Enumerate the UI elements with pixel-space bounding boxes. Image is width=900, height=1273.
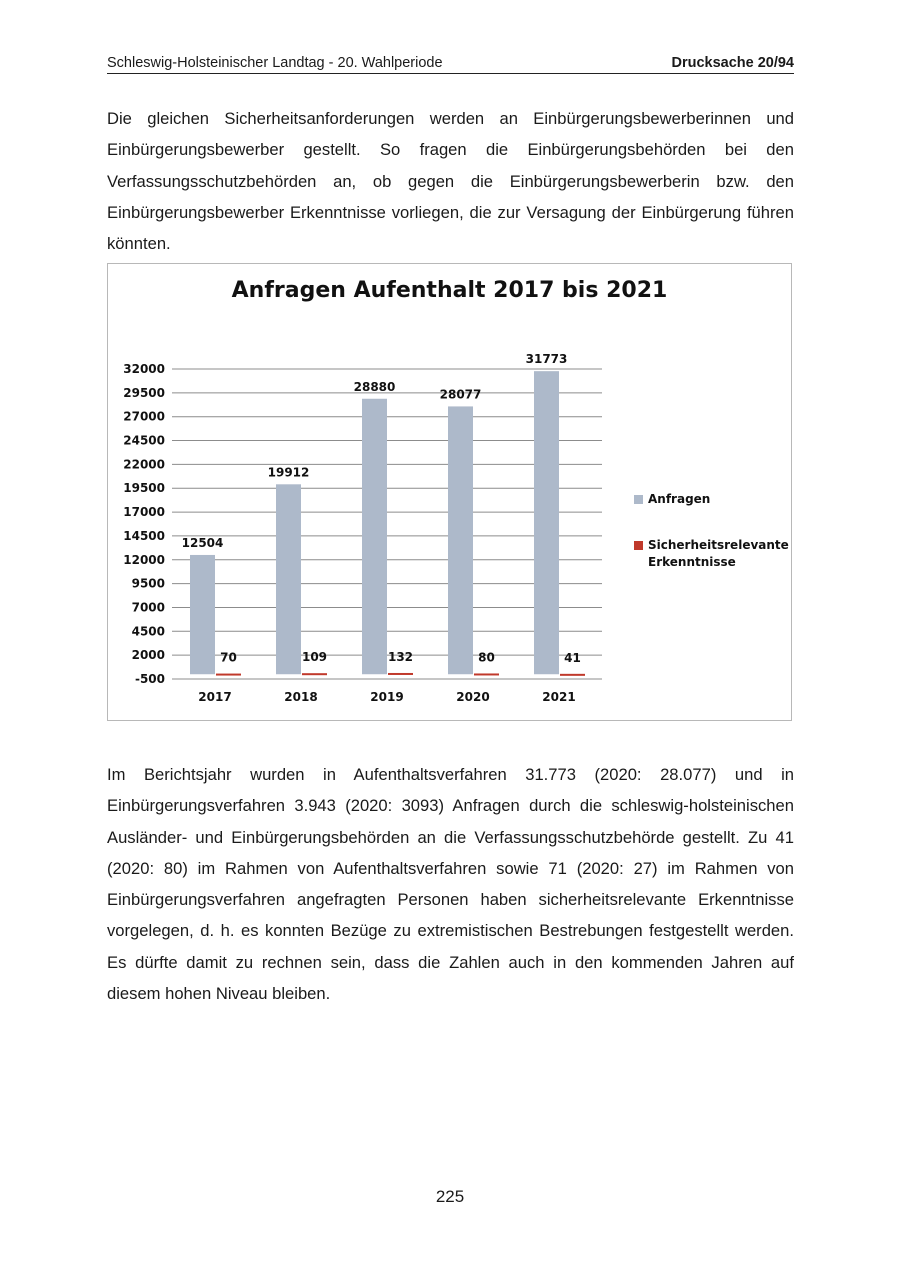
page-header [107,55,794,74]
legend-anfragen [648,491,710,508]
data-label-sicherheitsrelevant: 70 [220,650,237,665]
data-label-anfragen: 19912 [267,465,310,480]
x-tick-label: 2018 [284,690,318,704]
y-tick-label: 19500 [123,481,165,496]
data-label-anfragen: 12504 [181,535,224,550]
bar-anfragen [276,484,301,674]
y-tick-label: 9500 [131,576,165,591]
bar-sicherheitsrelevant [388,673,413,675]
legend-swatch-sicherheitsrelevant [634,541,643,550]
intro-paragraph: Die gleichen Sicherheitsanforderungen werden an Einbürgerungsbewerberinnen und Einbürgerungsbewerber gestellt. So fragen die Einbürgerungsbehörden bei den Verfassungsschutzbehörden an, ob gegen die Einbürgerungsbewerberin bzw. den Einbürgerungsbewerber Erkenntnisse vorliegen, die zur Versagung der Einbürgerung führen könnten. [107,109,794,254]
legend-label-sicherheitsrelevant-2: Erkenntnisse [648,555,736,569]
bar-anfragen [362,399,387,674]
y-tick-label: 2000 [131,648,165,663]
y-tick-label: 32000 [123,362,165,376]
y-tick-label: -500 [134,672,165,686]
x-tick-label: 2019 [370,690,404,704]
bar-anfragen [534,371,559,674]
header-right: Drucksache 20/94 [671,55,794,71]
report-paragraph: Im Berichtsjahr wurden in Aufenthaltsverfahren 31.773 (2020: 28.077) und in Einbürgerungsverfahren 3.943 (2020: 3093) Anfragen durch die schleswig-holsteinischen Ausländer- und Einbürgerungsbehörden an die Verfassungsschutzbehörde gestellt. Zu 41 (2020: 80) im Rahmen von Aufenthaltsverfahren sowie 71 (2020: 27) im Rahmen von Einbürgerungsverfahren angefragten Personen haben sicherheitsrelevante Erkenntnisse vorgelegen, d. h. es konnten Bezüge zu extremistischen Bestrebungen festgestellt werden. Es dürfte damit zu rechnen sein, dass die Zahlen auch in den kommenden Jahren auf diesem hohen Niveau bleiben. [107,765,794,1004]
bar-sicherheitsrelevant [302,673,327,675]
y-tick-label: 24500 [123,433,165,448]
y-tick-label: 22000 [123,457,165,472]
data-label-sicherheitsrelevant: 41 [564,650,581,665]
bar-sicherheitsrelevant [216,674,241,676]
y-tick-label: 7000 [131,600,165,615]
data-label-sicherheitsrelevant: 132 [387,649,414,664]
x-tick-label: 2020 [456,690,490,704]
chart-title: Anfragen Aufenthalt 2017 bis 2021 [231,278,668,303]
chart-container [107,263,792,721]
page-number: 225 [435,1187,465,1206]
bar-anfragen [448,406,473,674]
y-tick-label: 27000 [123,409,165,424]
data-label-anfragen: 28077 [439,387,482,402]
legend-sicherheitsrelevant [648,537,789,571]
legend-label-anfragen: Anfragen [648,492,711,506]
x-tick-label: 2017 [198,690,232,704]
header-left: Schleswig-Holsteinischer Landtag - 20. Wahlperiode [107,55,443,71]
data-label-sicherheitsrelevant: 109 [301,650,328,665]
bar-anfragen [190,555,215,674]
bar-sicherheitsrelevant [474,673,499,675]
y-tick-label: 29500 [123,385,165,400]
y-tick-label: 4500 [131,624,165,639]
y-tick-label: 12000 [123,552,165,567]
legend-label-sicherheitsrelevant-1: Sicherheitsrelevante [648,538,789,552]
y-tick-label: 17000 [123,505,165,520]
data-label-anfragen: 31773 [525,352,568,367]
data-label-sicherheitsrelevant: 80 [478,650,495,665]
x-tick-label: 2021 [542,690,576,704]
y-tick-label: 14500 [123,528,165,543]
data-label-anfragen: 28880 [353,379,396,394]
legend-swatch-anfragen [634,495,643,504]
bar-sicherheitsrelevant [560,674,585,676]
